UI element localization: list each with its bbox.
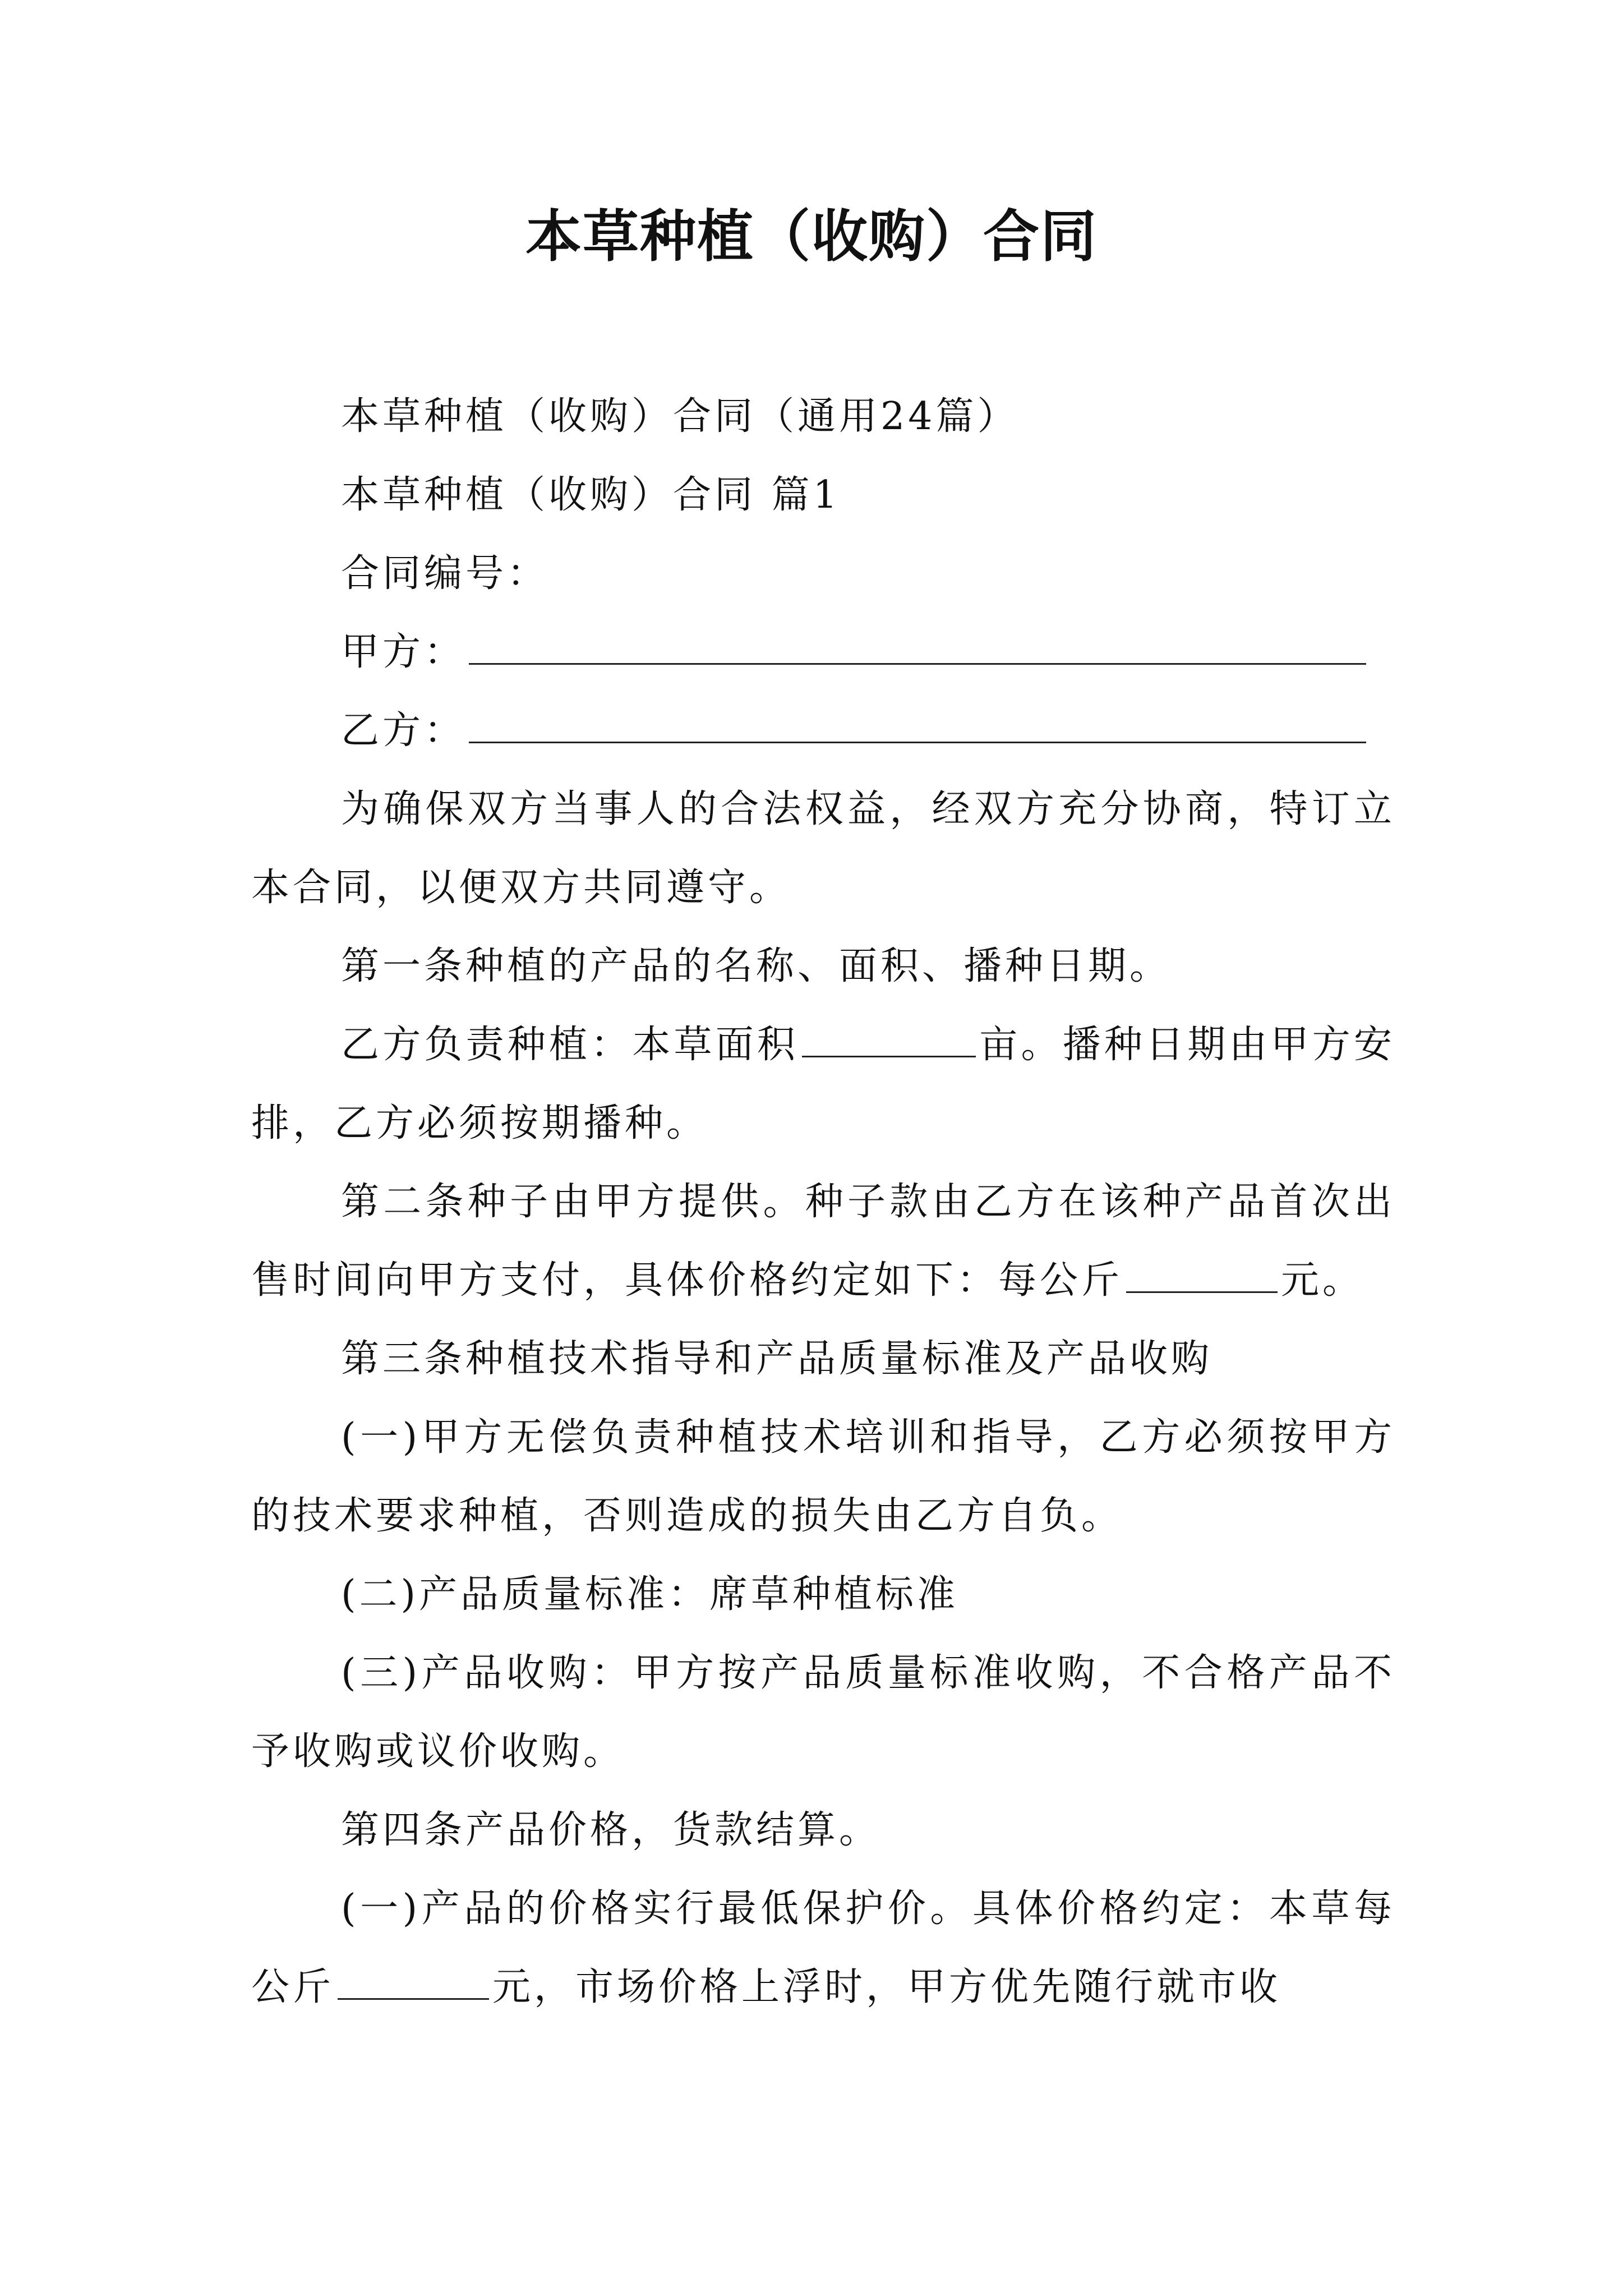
article-1-heading: 第一条种植的产品的名称、面积、播种日期。 <box>341 944 1172 988</box>
party-a-label: 甲方： <box>341 630 466 674</box>
contract-number-label: 合同编号： <box>341 551 549 596</box>
paragraph-intro: 为确保双方当事人的合法权益，经双方充分协商，特订立本合同，以便双方共同遵守。 <box>251 787 1395 910</box>
article-4-item-1 <box>251 1870 1395 2027</box>
article-3-item-3: (三)产品收购：甲方按产品质量标准收购，不合格产品不予收购或议价收购。 <box>251 1651 1395 1774</box>
article-1-text-b: 亩。播种日期由甲方安排，乙方必须按期播种。 <box>251 1023 1395 1145</box>
party-b-line <box>251 692 1395 770</box>
area-blank <box>802 1024 976 1057</box>
article-3-heading: 第三条种植技术指导和产品质量标准及产品收购 <box>341 1337 1213 1381</box>
article-4-text-b: 元，市场价格上浮时，甲方优先随行就市收 <box>492 1965 1281 2009</box>
article-3-item-1: (一)甲方无偿负责种植技术培训和指导，乙方必须按甲方的技术要求种植，否则造成的损失由乙方自负。 <box>251 1415 1395 1538</box>
subtitle-line: 本草种植（收购）合同（通用24篇） <box>341 394 1019 439</box>
product-price-blank <box>338 1967 489 2000</box>
seed-price-blank <box>1126 1260 1278 1293</box>
article-4-heading: 第四条产品价格，货款结算。 <box>341 1808 881 1852</box>
article-1-text-a: 乙方负责种植：本草面积 <box>341 1023 799 1067</box>
party-a-blank <box>469 632 1366 665</box>
article-2-text-b: 元。 <box>1281 1258 1364 1303</box>
article-3-item-2: (二)产品质量标准：席草种植标准 <box>341 1572 959 1617</box>
party-b-blank <box>469 710 1366 743</box>
section-heading: 本草种植（收购）合同 篇1 <box>341 473 841 517</box>
article-4-text-a: (一)产品的价格实行最低保护价。具体价格约定：本草每公斤 <box>251 1887 1395 2009</box>
party-a-line <box>251 613 1395 692</box>
document-body <box>251 378 1395 2027</box>
article-1-body <box>251 1006 1395 1163</box>
article-2-body <box>251 1163 1395 1320</box>
article-2-text-a: 第二条种子由甲方提供。种子款由乙方在该种产品首次出售时间向甲方支付，具体价格约定如下：每公斤 <box>251 1180 1395 1303</box>
party-b-label: 乙方： <box>341 708 466 753</box>
document-title: 本草种植（收购）合同 <box>525 204 1098 269</box>
